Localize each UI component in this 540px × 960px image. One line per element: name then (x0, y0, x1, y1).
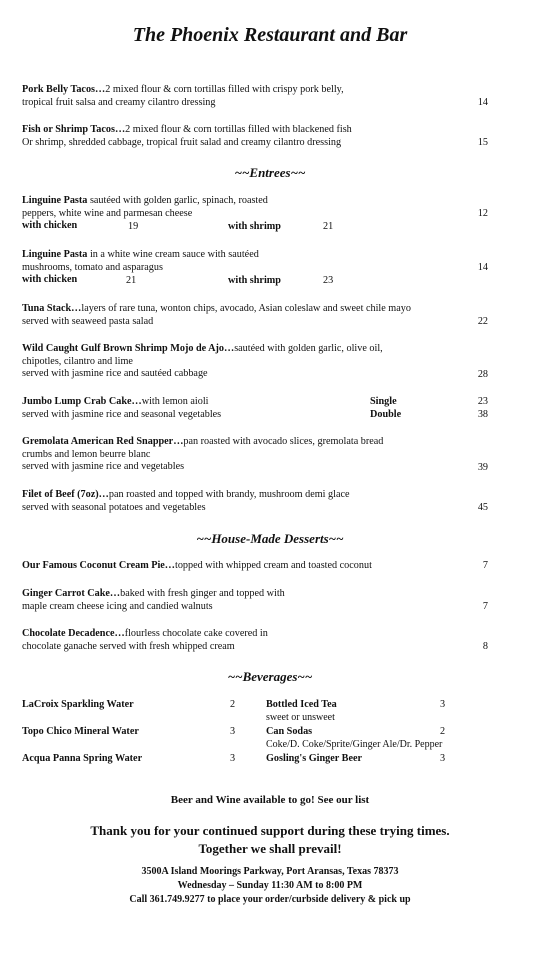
with-shrimp-label: with shrimp (228, 221, 281, 232)
beverage-price: 2 (230, 699, 236, 710)
item-desc: with lemon aioli (141, 396, 209, 407)
beverage-acqua-panna: Acqua Panna Spring Water (22, 753, 143, 764)
with-chicken-label: with chicken (22, 274, 78, 286)
item-desc: sautéed with golden garlic, olive oil, (234, 343, 383, 354)
hours: Wednesday – Sunday 11:30 AM to 8:00 PM (177, 880, 363, 891)
menu-item-red-snapper (22, 436, 383, 474)
menu-item-pork-belly-tacos (22, 84, 344, 109)
item-price: 8 (482, 641, 488, 652)
menu-item-fish-shrimp-tacos (22, 124, 352, 149)
item-name: Tuna Stack… (22, 303, 82, 314)
item-price: 39 (477, 462, 488, 473)
section-heading-entrees: ~~Entrees~~ (234, 165, 306, 180)
beverage-iced-tea: Bottled Iced Tea (266, 699, 337, 710)
double-price: 38 (477, 409, 488, 420)
item-desc: topped with whipped cream and toasted coconut (175, 560, 372, 571)
item-desc: baked with fresh ginger and topped with (120, 588, 285, 599)
item-name: Filet of Beef (7oz)… (22, 489, 109, 500)
item-price: 22 (477, 316, 488, 327)
beverage-goslings: Gosling's Ginger Beer (266, 753, 363, 764)
item-name: Jumbo Lump Crab Cake… (22, 396, 142, 407)
item-name: Ginger Carrot Cake… (22, 588, 121, 599)
chicken-price: 21 (126, 275, 137, 286)
with-chicken-label: with chicken (22, 220, 78, 232)
beverage-price: 2 (440, 726, 446, 737)
address: 3500A Island Moorings Parkway, Port Aransas, Texas 78373 (141, 866, 399, 877)
single-label: Single (370, 396, 397, 407)
item-desc: served with seasonal potatoes and vegetables (22, 501, 206, 513)
item-price: 28 (477, 369, 488, 380)
beverage-lacroix: LaCroix Sparkling Water (22, 699, 134, 710)
shrimp-price: 23 (323, 275, 334, 286)
item-price: 12 (477, 208, 488, 219)
item-price: 15 (477, 137, 488, 148)
item-desc: sautéed with golden garlic, spinach, roasted (87, 195, 268, 206)
beer-wine-note: Beer and Wine available to go! See our list (170, 794, 370, 806)
item-desc: crumbs and lemon beurre blanc (22, 448, 151, 460)
prevail-line: Together we shall prevail! (198, 841, 342, 856)
item-name: Pork Belly Tacos… (22, 84, 106, 95)
item-desc: chipotles, cilantro and lime (22, 355, 133, 367)
phone-order-line: Call 361.749.9277 to place your order/curbside delivery & pick up (129, 894, 411, 905)
item-price: 7 (482, 601, 488, 612)
with-shrimp-label: with shrimp (228, 275, 281, 286)
section-heading-beverages: ~~Beverages~~ (227, 669, 313, 684)
item-desc: in a white wine cream sauce with sautéed (87, 249, 259, 260)
restaurant-title: The Phoenix Restaurant and Bar (132, 24, 408, 46)
item-desc: Or shrimp, shredded cabbage, tropical fruit salad and creamy cilantro dressing (22, 136, 342, 148)
item-desc: flourless chocolate cake covered in (124, 628, 268, 639)
item-desc: served with jasmine rice and vegetables (22, 461, 185, 473)
menu-item-filet-of-beef (22, 489, 350, 514)
item-desc: 2 mixed flour & corn tortillas filled with crispy pork belly, (105, 84, 344, 95)
item-desc: tropical fruit salsa and creamy cilantro dressing (22, 96, 216, 108)
item-desc: peppers, white wine and parmesan cheese (22, 207, 193, 219)
item-name: Our Famous Coconut Cream Pie… (22, 560, 175, 571)
item-desc: served with jasmine rice and seasonal vegetables (22, 408, 222, 420)
menu-item-linguine-pasta-cream (22, 249, 259, 287)
item-price: 14 (477, 97, 488, 108)
beverage-note: Coke/D. Coke/Sprite/Ginger Ale/Dr. Pepper (266, 739, 443, 750)
menu-item-shrimp-mojo-de-ajo (22, 343, 383, 381)
item-desc: mushrooms, tomato and asparagus (22, 261, 163, 273)
beverage-can-sodas: Can Sodas (266, 726, 313, 737)
item-name: Linguine Pasta (22, 249, 88, 260)
double-label: Double (370, 409, 402, 420)
item-price: 7 (482, 560, 488, 571)
menu-item-crab-cake (22, 396, 221, 421)
section-heading-desserts: ~~House-Made Desserts~~ (196, 531, 344, 546)
item-price: 45 (477, 502, 488, 513)
single-price: 23 (477, 396, 488, 407)
menu-item-coconut-cream-pie (22, 560, 372, 573)
item-desc: pan roasted and topped with brandy, mushroom demi glace (108, 489, 350, 500)
item-desc: served with seaweed pasta salad (22, 315, 154, 327)
menu-item-chocolate-decadence (22, 628, 268, 653)
beverage-topo-chico: Topo Chico Mineral Water (22, 726, 139, 737)
item-desc: layers of rare tuna, wonton chips, avocado, Asian coleslaw and sweet chile mayo (81, 303, 411, 314)
item-name: Gremolata American Red Snapper… (22, 436, 184, 447)
beverage-note: sweet or unsweet (266, 712, 335, 723)
item-name: Fish or Shrimp Tacos… (22, 124, 126, 135)
item-desc: served with jasmine rice and sautéed cabbage (22, 368, 208, 380)
item-name: Chocolate Decadence… (22, 628, 125, 639)
item-desc: chocolate ganache served with fresh whipped cream (22, 640, 235, 652)
item-name: Wild Caught Gulf Brown Shrimp Mojo de Ajo… (22, 343, 235, 354)
item-desc: maple cream cheese icing and candied walnuts (22, 600, 213, 612)
shrimp-price: 21 (323, 221, 334, 232)
thank-you-line: Thank you for your continued support during these trying times. (90, 823, 450, 838)
beverage-price: 3 (230, 726, 236, 737)
beverage-price: 3 (440, 753, 446, 764)
beverage-price: 3 (440, 699, 446, 710)
beverage-price: 3 (230, 753, 236, 764)
item-desc: 2 mixed flour & corn tortillas filled with blackened fish (125, 124, 352, 135)
item-desc: pan roasted with avocado slices, gremolata bread (183, 436, 384, 447)
item-name: Linguine Pasta (22, 195, 88, 206)
item-price: 14 (477, 262, 488, 273)
menu-item-ginger-carrot-cake (22, 588, 285, 613)
menu-item-tuna-stack (22, 303, 411, 328)
chicken-price: 19 (128, 221, 139, 232)
